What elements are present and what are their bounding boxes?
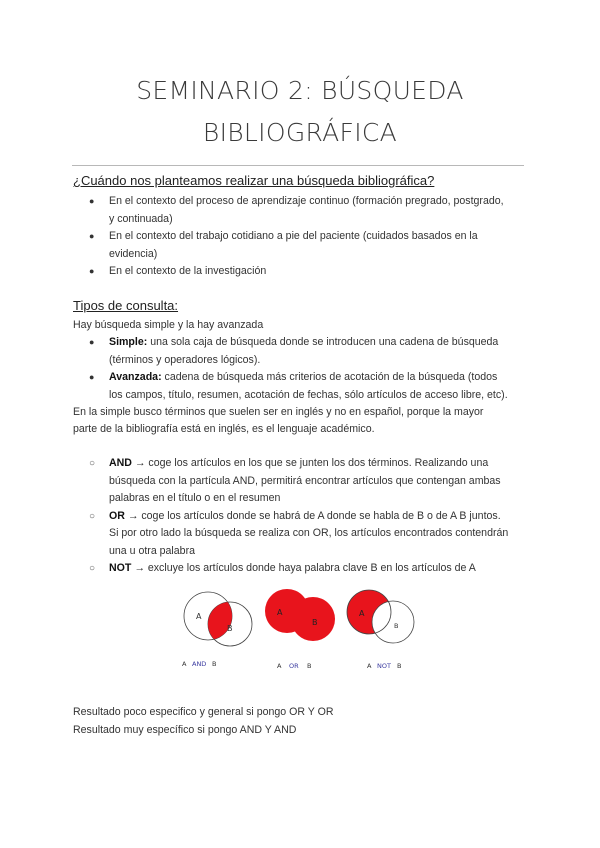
list-item-continuation: una u otra palabra <box>109 544 195 557</box>
venn-label-b: B <box>227 624 233 633</box>
list-item-continuation: palabras en el título o en el resumen <box>109 492 281 504</box>
section-heading-tipos: Tipos de consulta: <box>73 298 179 313</box>
operator-and: ○ AND → coge los artículos en los que se junten los dos términos. Realizando una <box>73 455 533 473</box>
types-list <box>73 334 533 404</box>
venn-diagrams <box>170 578 430 682</box>
bullet-icon: ● <box>89 231 95 241</box>
paragraph-line: parte de la bibliografía está en inglés, es el lenguaje académico. <box>73 423 375 435</box>
venn-label-a: A <box>359 609 365 618</box>
when-list <box>73 193 533 281</box>
circle-bullet-icon: ○ <box>89 510 96 522</box>
bullet-icon: ● <box>89 372 95 382</box>
list-item: ● En el contexto del trabajo cotidiano a pie del paciente (cuidados basados en la <box>73 228 533 246</box>
venn-label-b: B <box>394 622 399 630</box>
venn-caption-b: B <box>212 660 217 668</box>
section-heading-cuando: ¿Cuándo nos planteamos realizar una búsqueda bibliográfica? <box>73 173 435 188</box>
venn-caption-operator: OR <box>289 662 299 670</box>
venn-caption-operator: AND <box>192 660 207 668</box>
bullet-icon: ● <box>89 266 95 276</box>
title-divider <box>72 165 524 166</box>
intro-text: Hay búsqueda simple y la hay avanzada <box>73 319 264 331</box>
venn-label-a: A <box>277 608 283 617</box>
operator-or: ○ OR → coge los artículos donde se habrá de A donde se habla de B o de A B juntos. <box>73 508 533 526</box>
circle-bullet-icon: ○ <box>89 563 96 574</box>
operators-list <box>73 455 533 578</box>
result-line: Resultado poco especifico y general si pongo OR Y OR <box>73 706 334 718</box>
operator-not: ○ NOT → excluye los artículos donde haya palabra clave B en los artículos de A <box>73 560 533 578</box>
paragraph-line: En la simple busco términos que suelen ser en inglés y no en español, porque la mayor <box>73 406 484 418</box>
list-item-continuation: y continuada) <box>109 212 173 225</box>
page-title-line-2: BIBLIOGRÁFICA <box>202 118 398 147</box>
result-line: Resultado muy específico si pongo AND Y AND <box>73 724 297 736</box>
bullet-icon: ● <box>89 337 95 347</box>
bullet-icon: ● <box>89 196 95 206</box>
circle-bullet-icon: ○ <box>89 458 96 469</box>
list-item-continuation: Si por otro lado la búsqueda se realiza con OR, los artículos encontrados contendrán <box>109 527 509 539</box>
list-item-continuation: (términos y operadores lógicos). <box>109 353 261 366</box>
page-title-line-1: SEMINARIO 2: BÚSQUEDA <box>136 76 464 105</box>
list-item-continuation: evidencia) <box>109 247 158 260</box>
list-item-simple: ● Simple: una sola caja de búsqueda donde se introducen una cadena de búsqueda <box>73 334 533 352</box>
list-item: ● En el contexto de la investigación <box>73 263 533 281</box>
list-item: ● En el contexto del proceso de aprendizaje continuo (formación pregrado, postgrado, <box>73 193 533 211</box>
venn-caption-b: B <box>307 662 312 670</box>
venn-caption-a: A <box>182 660 187 668</box>
venn-caption-operator: NOT <box>377 662 391 670</box>
venn-caption-b: B <box>397 662 402 670</box>
venn-label-a: A <box>196 612 202 621</box>
venn-caption-a: A <box>367 662 372 670</box>
list-item-continuation: búsqueda con la partícula AND, permitirá encontrar artículos que contengan ambas <box>109 474 501 487</box>
venn-caption-a: A <box>277 662 282 670</box>
list-item-continuation: los campos, título, resumen, acotación de fechas, sólo artículos de acceso libre, etc). <box>109 388 508 401</box>
list-item-avanzada: ● Avanzada: cadena de búsqueda más criterios de acotación de la búsqueda (todos <box>73 369 533 387</box>
venn-label-b: B <box>312 618 318 627</box>
